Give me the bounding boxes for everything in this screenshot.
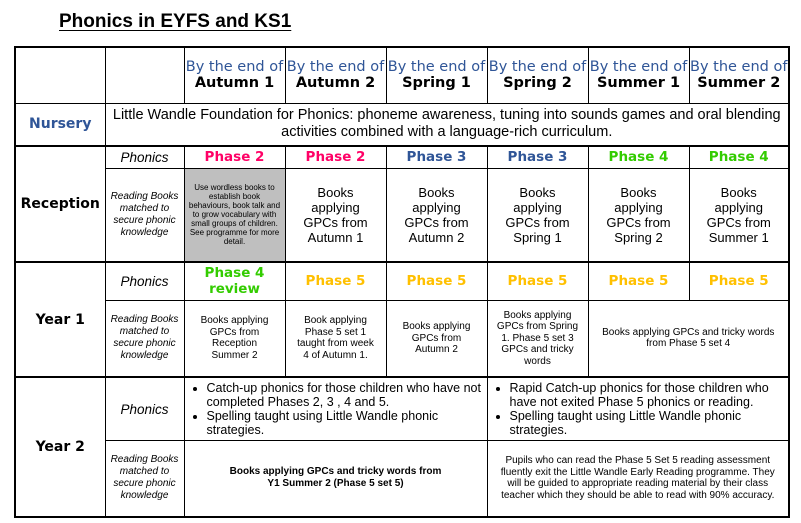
reception-books-spring-2: Books applying GPCs from Spring 1 [487,168,588,262]
reception-books-summer-1: Books applying GPCs from Spring 2 [588,168,689,262]
nursery-description: Little Wandle Foundation for Phonics: phoneme awareness, tuning into sounds games and oral blending activities combined with a language-rich curriculum. [105,103,789,146]
year1-books-spring-1: Books applying GPCs from Autumn 2 [386,300,487,377]
header-autumn-1: By the end of Autumn 1 [184,47,285,103]
year1-phase-spring-2: Phase 5 [487,262,588,300]
year2-books-row [15,441,789,517]
nursery-label: Nursery [15,103,105,146]
year1-books-autumn-1: Books applying GPCs from Reception Summer 2 [184,300,285,377]
reception-books-summer-2: Books applying GPCs from Summer 1 [689,168,789,262]
year2-phonics-label: Phonics [105,377,184,441]
reception-phase-autumn-2: Phase 2 [285,146,386,168]
header-summer-2: By the end of Summer 2 [689,47,789,103]
year1-phase-spring-1: Phase 5 [386,262,487,300]
phonics-table [14,46,790,518]
year1-phase-autumn-1: Phase 4 review [184,262,285,300]
list-item: • Rapid Catch-up phonics for those children who have not exited Phase 5 phonics or reading. [510,381,786,409]
header-spring-1: By the end of Spring 1 [386,47,487,103]
year1-books-label: Reading Books matched to secure phonic knowledge [105,300,184,377]
year1-books-autumn-2: Book applying Phase 5 set 1 taught from week 4 of Autumn 1. [285,300,386,377]
header-row [15,47,789,103]
year2-books-left: Books applying GPCs and tricky words from Y1 Summer 2 (Phase 5 set 5) [184,441,487,517]
list-item: • Spelling taught using Little Wandle phonic strategies. [510,409,786,437]
year1-phase-autumn-2: Phase 5 [285,262,386,300]
reception-phonics-label: Phonics [105,146,184,168]
header-summer-1: By the end of Summer 1 [588,47,689,103]
reception-phase-spring-2: Phase 3 [487,146,588,168]
reception-phase-summer-1: Phase 4 [588,146,689,168]
year1-label: Year 1 [15,262,105,377]
reception-phase-autumn-1: Phase 2 [184,146,285,168]
year1-phase-summer-1: Phase 5 [588,262,689,300]
year2-books-right: Pupils who can read the Phase 5 Set 5 reading assessment fluently exit the Little Wandle Early Reading programme. They will be guided to appropriate reading material by their class teacher which they should be able to read with 90% accuracy. [487,441,789,517]
reception-phase-spring-1: Phase 3 [386,146,487,168]
year1-books-row [15,300,789,377]
corner-cell-2 [105,47,184,103]
year1-books-summer: Books applying GPCs and tricky words from Phase 5 set 4 [588,300,789,377]
list-item: • Spelling taught using Little Wandle phonic strategies. [207,409,484,437]
corner-cell [15,47,105,103]
year1-phonics-label: Phonics [105,262,184,300]
reception-wordless-note: Use wordless books to establish book behaviours, book talk and to grow vocabulary with small groups of children. See programme for more detail. [184,168,285,262]
reception-books-label: Reading Books matched to secure phonic knowledge [105,168,184,262]
reception-books-row [15,168,789,262]
reception-label: Reception [15,146,105,262]
year2-phonics-row [15,377,789,441]
reception-phase-summer-2: Phase 4 [689,146,789,168]
page-title: Phonics in EYFS and KS1 [59,11,292,32]
year1-phase-summer-2: Phase 5 [689,262,789,300]
year2-catchup-bullets [184,377,487,441]
year2-label: Year 2 [15,377,105,517]
year1-phonics-row [15,262,789,300]
reception-books-spring-1: Books applying GPCs from Autumn 2 [386,168,487,262]
reception-books-autumn-2: Books applying GPCs from Autumn 1 [285,168,386,262]
header-autumn-2: By the end of Autumn 2 [285,47,386,103]
reception-phonics-row [15,146,789,168]
year2-books-label: Reading Books matched to secure phonic knowledge [105,441,184,517]
header-spring-2: By the end of Spring 2 [487,47,588,103]
year2-rapid-catchup-bullets [487,377,789,441]
year1-books-spring-2: Books applying GPCs from Spring 1. Phase 5 set 3 GPCs and tricky words [487,300,588,377]
list-item: • Catch-up phonics for those children who have not completed Phases 2, 3 , 4 and 5. [207,381,484,409]
nursery-row [15,103,789,146]
